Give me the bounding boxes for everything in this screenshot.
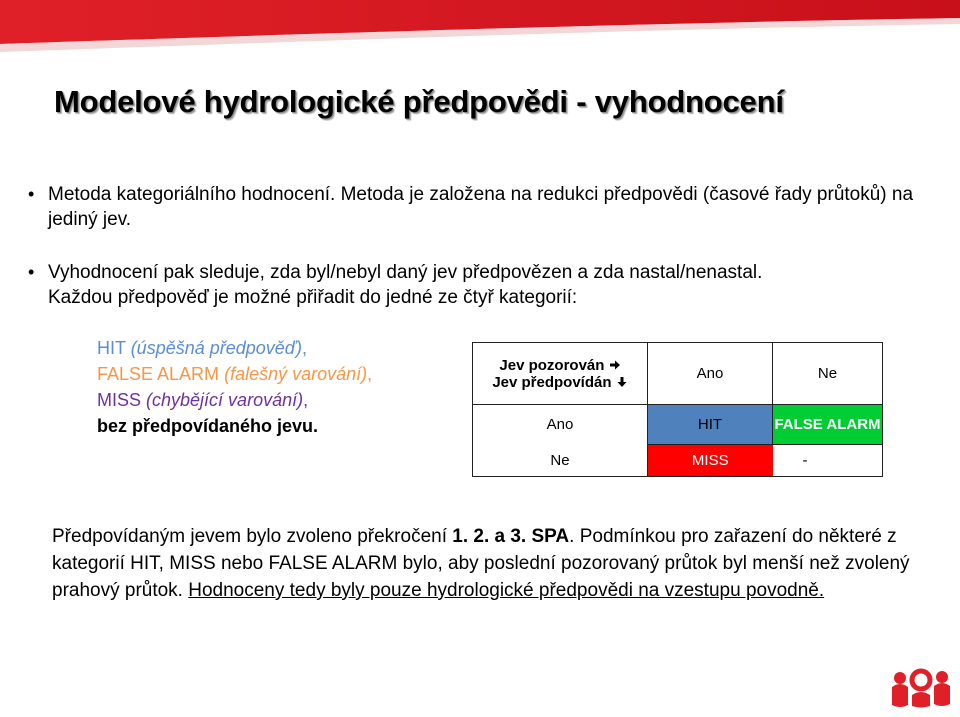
separator: , (302, 338, 308, 358)
conclusion-spa: 1. 2. a 3. SPA (452, 526, 570, 547)
bullet-evaluation (28, 260, 918, 310)
header-observed: Jev pozorován (499, 356, 605, 374)
category-miss-term: MISS (97, 390, 142, 410)
bullet-dot: • (28, 262, 35, 282)
column-header-yes: Ano (648, 343, 773, 405)
arrow-right-icon (609, 359, 621, 371)
bullet-line-2: Každou předpověď je možné přiřadit do jedné ze čtyř kategorií: (48, 287, 578, 308)
arrow-down-icon (616, 376, 628, 388)
row-header-no: Ne (473, 445, 648, 477)
header-forecast: Jev předpovídán (492, 373, 612, 391)
bullet-text (48, 260, 918, 310)
separator: , (367, 364, 373, 384)
category-false-alarm (97, 361, 372, 387)
category-list (97, 335, 372, 439)
table-row (473, 445, 883, 477)
bullet-method (28, 182, 918, 232)
table-row (473, 405, 883, 445)
conclusion-part-1: Předpovídaným jevem bylo zvoleno překročení (52, 526, 453, 547)
category-miss-desc: (chybějící varování) (146, 390, 304, 410)
slide-title: Modelové hydrologické předpovědi - vyhodnocení (54, 84, 784, 119)
header-banner (0, 0, 960, 70)
miss-cell: MISS (648, 445, 773, 477)
bullet-line-1: Vyhodnocení pak sleduje, zda byl/nebyl daný jev předpovězen a zda nastal/nenastal. (48, 262, 763, 283)
false-alarm-cell: FALSE ALARM (773, 405, 883, 445)
category-none: bez předpovídaného jevu. (97, 416, 319, 436)
table-header-row (473, 343, 883, 405)
column-header-no: Ne (773, 343, 883, 405)
empty-cell: - (773, 445, 883, 477)
conclusion-underlined: Hodnoceny tedy byly pouze hydrologické předpovědi na vzestupu povodně. (188, 580, 825, 601)
bullet-text: Metoda kategoriálního hodnocení. Metoda je založena na redukci předpovědi (časové řady průtoků) na jediný jev. (48, 184, 914, 230)
category-hit (97, 335, 372, 361)
category-hit-term: HIT (97, 338, 126, 358)
hit-cell: HIT (648, 405, 773, 445)
contingency-table (472, 342, 883, 477)
header-cell (473, 343, 648, 405)
category-false-alarm-desc: (falešný varování) (224, 364, 368, 384)
bullet-dot: • (28, 184, 35, 204)
category-hit-desc: (úspěšná předpověď) (130, 338, 303, 358)
row-header-yes: Ano (473, 405, 648, 445)
conclusion-paragraph (52, 523, 922, 604)
conclusion-part-2: . Podmínkou pro zařazení do některé z kategorií HIT, MISS nebo FALSE ALARM bylo, aby poslední pozorovaný průtok byl menší než zvolený prahový průtok. (52, 526, 910, 601)
separator: , (303, 390, 309, 410)
institution-logo-icon (890, 667, 952, 709)
category-false-alarm-term: FALSE ALARM (97, 364, 220, 384)
category-miss (97, 387, 372, 413)
